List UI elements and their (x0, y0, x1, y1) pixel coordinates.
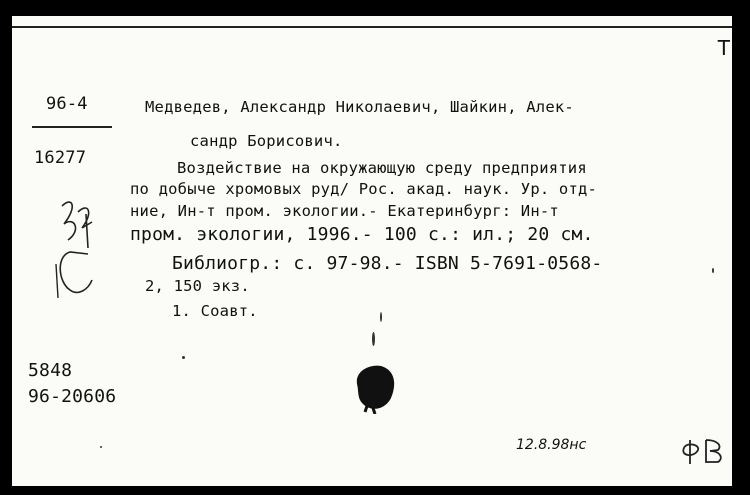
entry-line-2: сандр Борисович. (190, 132, 343, 150)
handwritten-shelf-mark (48, 194, 108, 304)
handwritten-date: 12.8.98нс (516, 437, 587, 453)
corner-mark: Т (717, 36, 730, 60)
card-top-rule (12, 26, 732, 28)
entry-line-6: пром. экологии, 1996.- 100 с.: ил.; 20 см. (130, 224, 594, 245)
speck (712, 268, 714, 273)
catalog-number: 5848 (28, 360, 73, 381)
catalog-card (12, 16, 742, 486)
entry-line-8: 2, 150 экз. (145, 277, 250, 295)
punch-hole (351, 362, 399, 414)
handwritten-initials (680, 436, 724, 466)
inventory-number: 16277 (34, 148, 87, 168)
call-number: 96-4 (46, 94, 88, 114)
speck (372, 332, 375, 346)
entry-line-9: 1. Соавт. (172, 302, 258, 320)
entry-line-7: Библиогр.: с. 97-98.- ISBN 5-7691-0568- (172, 253, 603, 274)
speck (380, 312, 382, 322)
entry-line-4: по добыче хромовых руд/ Рос. акад. наук. Ур. отд- (130, 180, 598, 198)
registration-number: 96-20606 (28, 386, 117, 407)
entry-line-5: ние, Ин-т пром. экологии.- Екатеринбург: Ин-т (130, 202, 559, 220)
speck (182, 356, 185, 359)
speck (100, 446, 102, 448)
call-number-rule (32, 126, 112, 128)
entry-line-1: Медведев, Александр Николаевич, Шайкин, Алек- (145, 98, 574, 116)
entry-line-3: Воздействие на окружающую среду предприятия (177, 159, 587, 177)
